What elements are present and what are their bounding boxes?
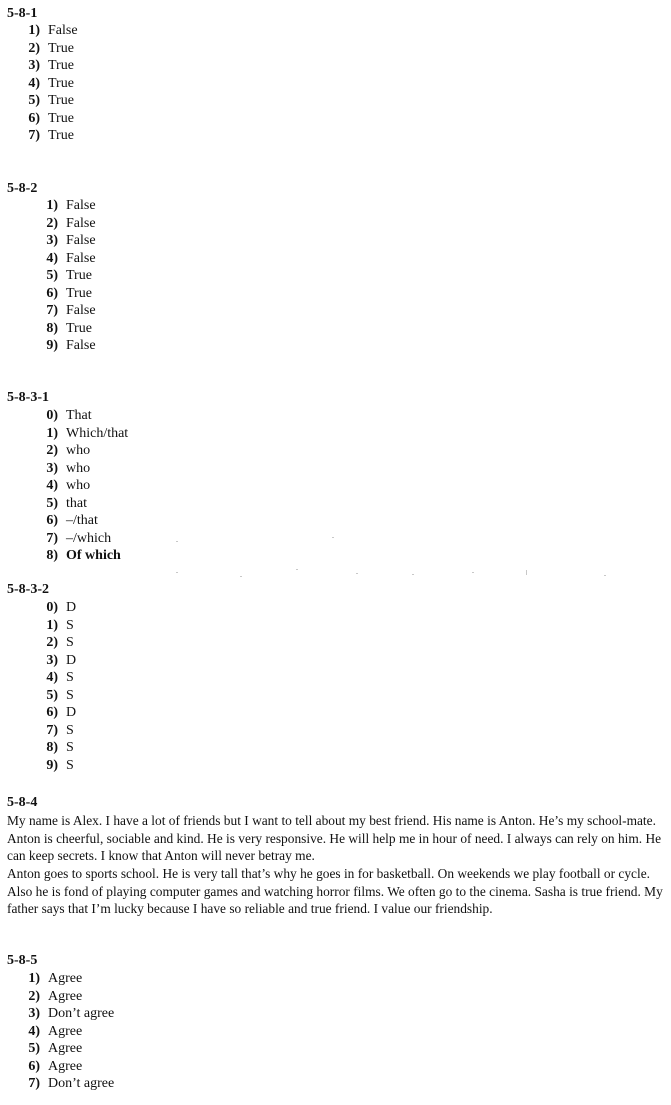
- item-number: 6): [28, 1058, 40, 1074]
- scan-speck: [296, 569, 298, 570]
- item-number: 5): [46, 495, 58, 511]
- section-title-5-8-5: 5-8-5: [7, 953, 38, 968]
- item-number: 5): [46, 687, 58, 703]
- item-number: 4): [46, 250, 58, 266]
- item-answer: True: [66, 268, 92, 283]
- item-number: 2): [46, 443, 58, 458]
- item-answer: –/that: [66, 513, 98, 528]
- item-number: 5): [46, 268, 58, 283]
- scan-speck: [356, 573, 358, 574]
- item-answer: True: [66, 320, 92, 336]
- item-number: 2): [46, 635, 58, 650]
- item-answer: Agree: [48, 1041, 83, 1056]
- item-number: 3): [46, 233, 58, 248]
- scan-speck: [240, 576, 242, 577]
- item-number: 3): [28, 58, 40, 73]
- item-answer: S: [66, 670, 74, 685]
- item-answer: False: [48, 23, 78, 38]
- section-title-5-8-3-2: 5-8-3-2: [7, 582, 49, 597]
- item-number: 3): [46, 460, 58, 476]
- item-number: 6): [46, 285, 58, 301]
- item-answer: Which/that: [66, 425, 129, 441]
- item-answer: who: [66, 478, 91, 493]
- item-answer: False: [66, 215, 96, 231]
- item-number: 7): [46, 530, 58, 546]
- item-number: 1): [28, 971, 40, 986]
- item-answer: False: [66, 303, 96, 318]
- scan-speck: [332, 537, 334, 538]
- item-answer: Don’t agree: [48, 1076, 115, 1091]
- essay-paragraph-1: My name is Alex. I have a lot of friends but I want to tell about my best friend. His name is Anton. He’s my school-mate. Anton is cheerful, sociable and kind. He is very responsive. He will help me in hour of need. I always can rely on him. He can keep secrets. I know that Anton will never betray me.: [7, 813, 662, 863]
- item-number: 9): [46, 757, 58, 773]
- scan-speck: [176, 541, 178, 542]
- item-answer: Don’t agree: [48, 1006, 115, 1021]
- item-answer: True: [48, 93, 74, 108]
- item-number: 2): [46, 215, 58, 231]
- item-number: 4): [28, 75, 40, 91]
- item-answer: True: [48, 75, 74, 91]
- item-answer: S: [66, 617, 74, 633]
- item-answer: False: [66, 338, 96, 353]
- item-number: 5): [28, 93, 40, 108]
- item-number: 6): [46, 705, 58, 720]
- item-answer: Agree: [48, 988, 83, 1004]
- item-number: 1): [46, 617, 58, 633]
- item-number: 0): [46, 408, 58, 423]
- item-number: 4): [46, 478, 58, 493]
- item-answer: True: [66, 285, 92, 301]
- item-answer: –/which: [66, 530, 112, 546]
- item-answer: True: [48, 58, 74, 73]
- item-answer: True: [48, 128, 74, 143]
- item-answer: That: [66, 408, 92, 423]
- item-answer: S: [66, 635, 74, 650]
- item-answer: who: [66, 443, 91, 458]
- section-title-5-8-2: 5-8-2: [7, 181, 38, 196]
- item-answer: False: [66, 233, 96, 248]
- item-answer: Of which: [66, 548, 121, 563]
- item-number: 0): [46, 600, 58, 615]
- item-answer: D: [66, 652, 77, 668]
- item-number: 1): [46, 425, 58, 441]
- item-number: 7): [46, 303, 58, 318]
- item-number: 3): [46, 652, 58, 668]
- item-answer: S: [66, 687, 74, 703]
- scan-speck: [176, 572, 178, 573]
- item-number: 7): [28, 128, 40, 143]
- item-answer: who: [66, 460, 91, 476]
- item-answer: that: [66, 495, 87, 511]
- item-answer: Agree: [48, 1058, 83, 1074]
- item-answer: False: [66, 198, 96, 213]
- item-number: 4): [46, 670, 58, 685]
- item-number: 1): [28, 23, 40, 38]
- item-answer: Agree: [48, 1023, 83, 1039]
- item-number: 8): [46, 740, 58, 755]
- scan-speck: [412, 574, 414, 575]
- item-answer: S: [66, 757, 74, 773]
- item-number: 7): [28, 1076, 40, 1091]
- item-number: 4): [28, 1023, 40, 1039]
- item-number: 3): [28, 1006, 40, 1021]
- item-answer: True: [48, 40, 74, 56]
- item-number: 1): [46, 198, 58, 213]
- section-title-5-8-3-1: 5-8-3-1: [7, 390, 49, 405]
- item-answer: False: [66, 250, 96, 266]
- item-answer: D: [66, 705, 77, 720]
- section-title-5-8-1: 5-8-1: [7, 6, 38, 21]
- section-title-5-8-4: 5-8-4: [7, 795, 38, 810]
- item-number: 5): [28, 1041, 40, 1056]
- item-number: 6): [28, 110, 40, 126]
- item-number: 6): [46, 513, 58, 528]
- item-answer: S: [66, 740, 74, 755]
- item-answer: D: [66, 600, 77, 615]
- item-answer: Agree: [48, 971, 83, 986]
- scan-speck: [472, 572, 474, 573]
- item-number: 7): [46, 722, 58, 738]
- item-answer: S: [66, 722, 74, 738]
- item-number: 8): [46, 320, 58, 336]
- item-number: 2): [28, 988, 40, 1004]
- scan-speck: [526, 570, 527, 575]
- item-number: 9): [46, 338, 58, 353]
- item-number: 8): [46, 548, 58, 563]
- scan-speck: [604, 575, 606, 576]
- item-answer: True: [48, 110, 74, 126]
- essay-paragraph-2: Anton goes to sports school. He is very tall that’s why he goes in for basketball. On weekends we play football or cycle. Also he is fond of playing computer games and watching horror films. We often go to the cinema. Sasha is true friend. My father says that I’m lucky because I have so reliable and true friend. I value our friendship.: [7, 866, 663, 916]
- item-number: 2): [28, 40, 40, 56]
